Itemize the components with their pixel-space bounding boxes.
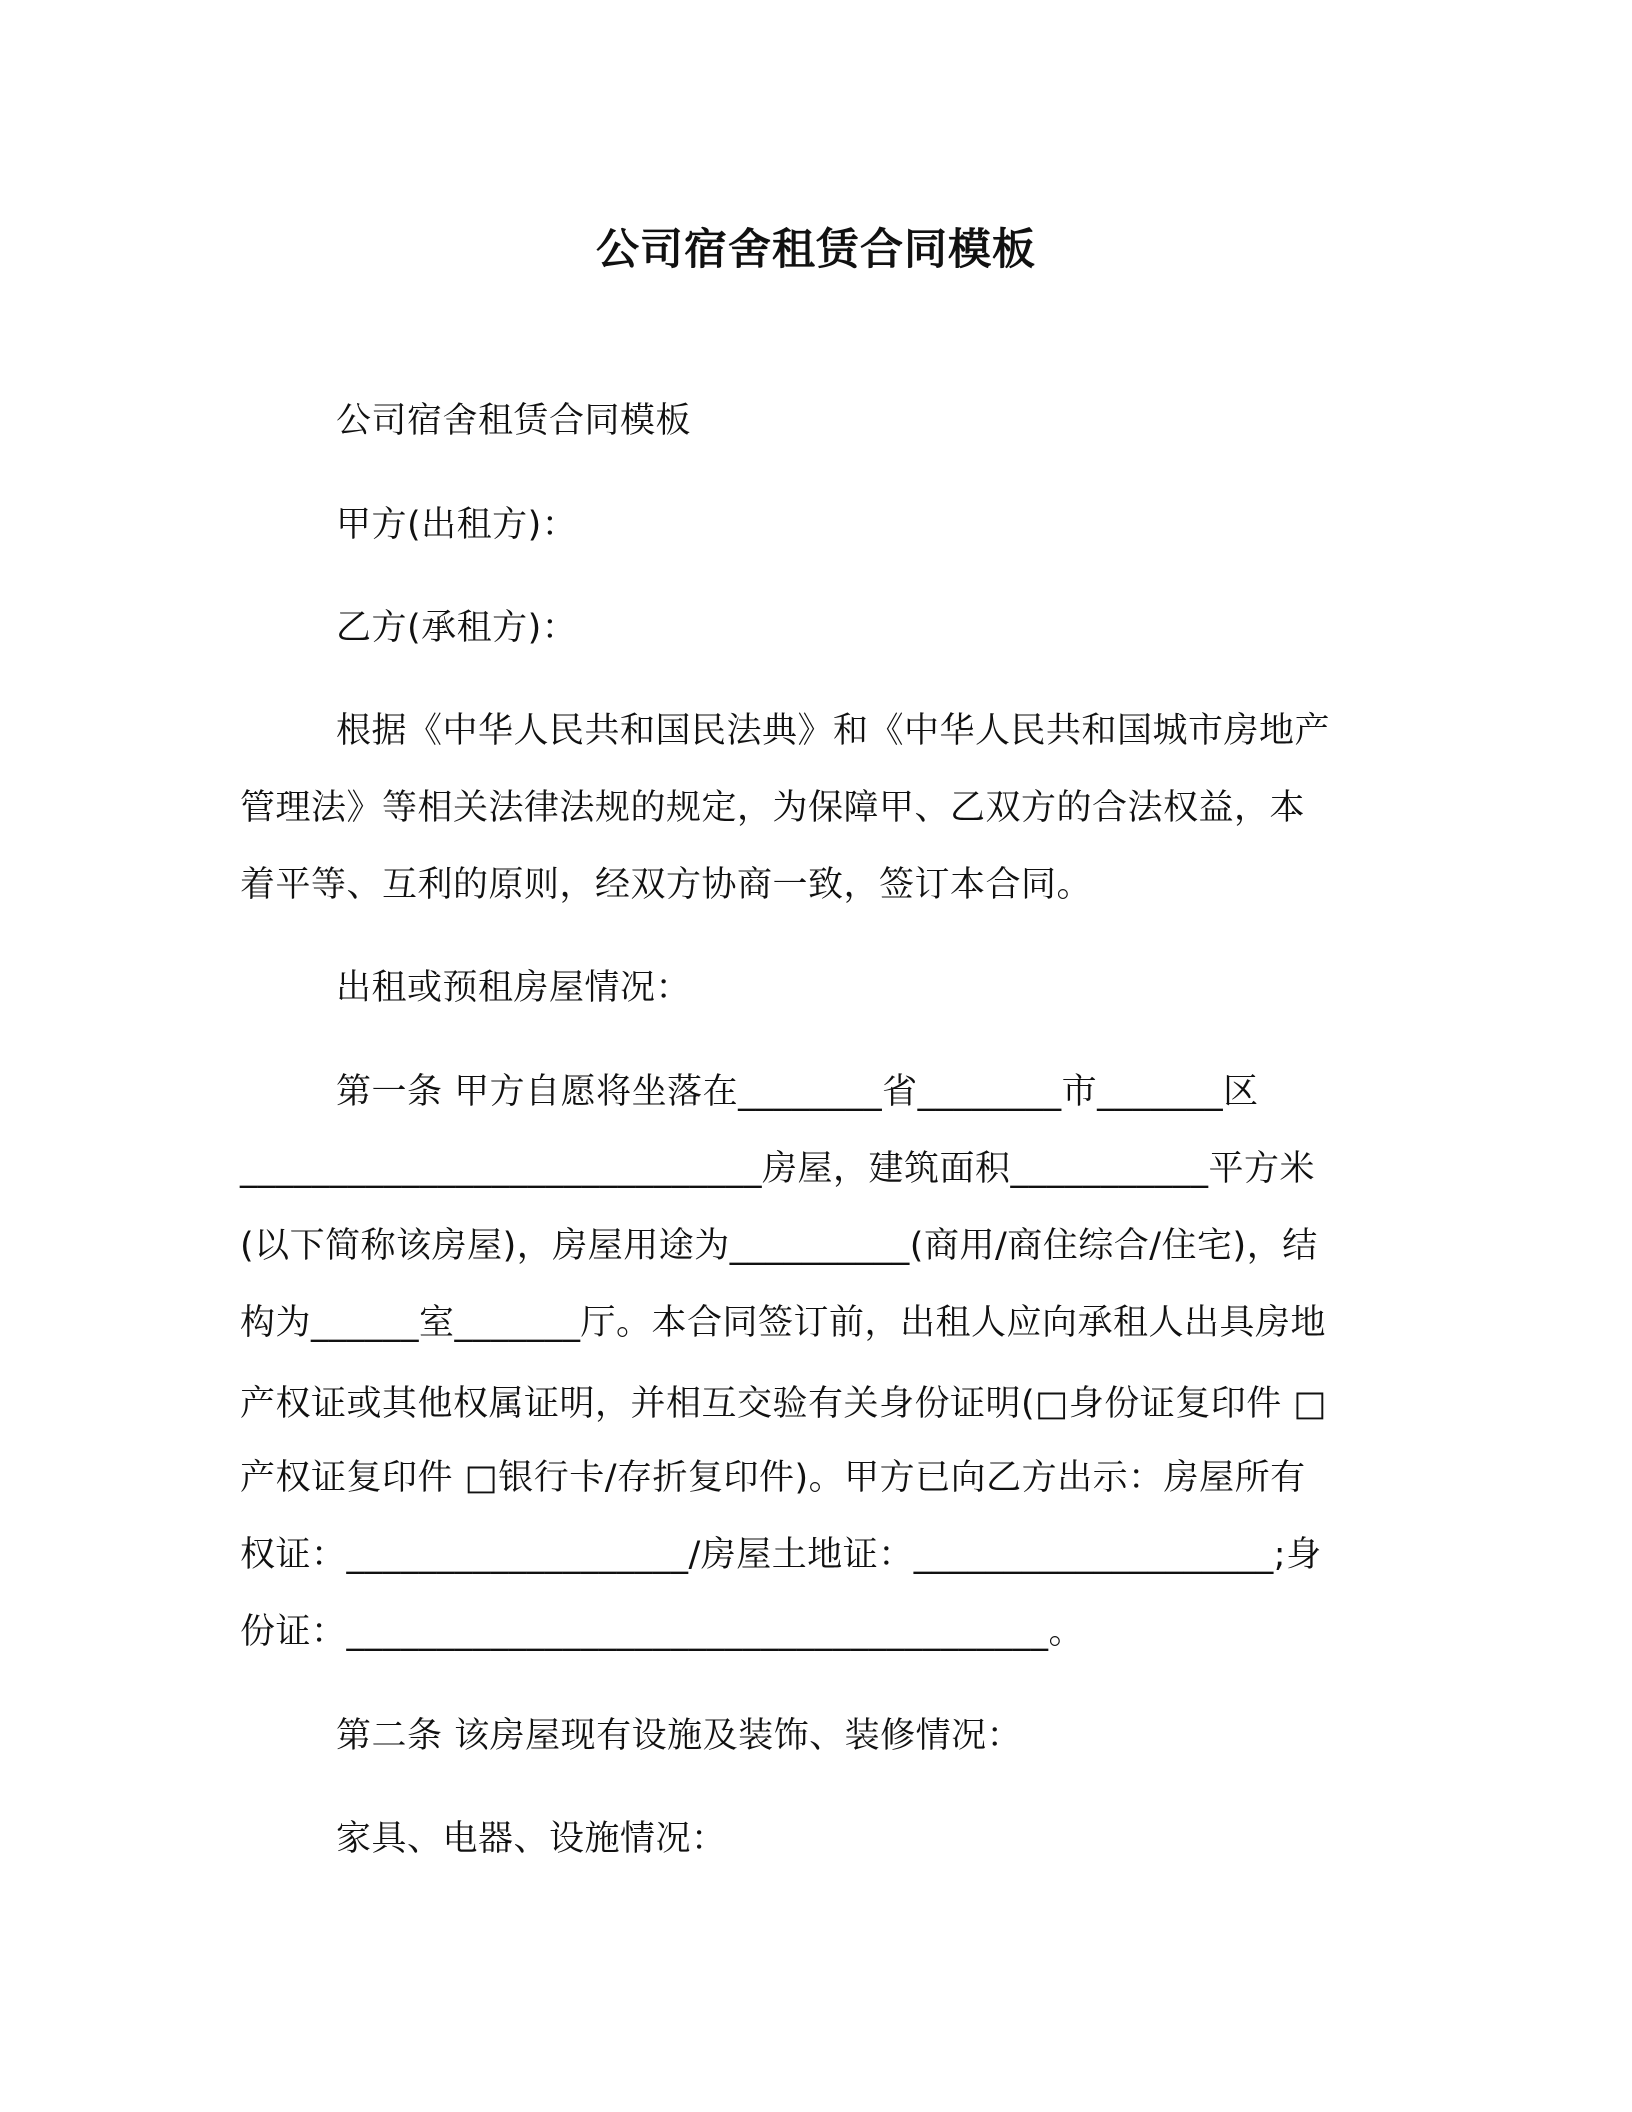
furniture-line: 家具、电器、设施情况： xyxy=(336,1819,727,1859)
article-1-line-8: 份证：_______________________________________。 xyxy=(240,1612,1085,1652)
party-b-line: 乙方(承租方)： xyxy=(336,608,578,648)
document-title: 公司宿舍租赁合同模板 xyxy=(596,225,1036,275)
article-1-line-3: (以下简称该房屋)，房屋用途为__________(商用/商住综合/住宅)，结 xyxy=(240,1226,1318,1266)
article-2-line: 第二条 该房屋现有设施及装饰、装修情况： xyxy=(336,1716,1023,1756)
party-a-line: 甲方(出租方)： xyxy=(336,505,578,545)
article-1-line-1: 第一条 甲方自愿将坐落在________省________市_______区 xyxy=(336,1072,1259,1112)
article-1-line-5: 产权证或其他权属证明，并相互交验有关身份证明(□身份证复印件 □ xyxy=(240,1384,1327,1424)
subtitle-line: 公司宿舍租赁合同模板 xyxy=(336,401,692,441)
article-1-line-6: 产权证复印件 □银行卡/存折复印件)。甲方已向乙方出示：房屋所有 xyxy=(240,1458,1306,1498)
preamble-line-1: 根据《中华人民共和国民法典》和《中华人民共和国城市房地产 xyxy=(336,711,1331,751)
preamble-line-2: 管理法》等相关法律法规的规定，为保障甲、乙双方的合法权益，本 xyxy=(240,788,1306,828)
article-1-line-7: 权证：___________________/房屋土地证：____________________;身 xyxy=(240,1535,1322,1575)
article-1-line-4: 构为______室_______厅。本合同签订前，出租人应向承租人出具房地 xyxy=(240,1303,1327,1343)
preamble-line-3: 着平等、互利的原则，经双方协商一致，签订本合同。 xyxy=(240,865,1093,905)
section-heading: 出租或预租房屋情况： xyxy=(336,968,692,1008)
article-1-line-2: _____________________________房屋，建筑面积___________平方米 xyxy=(240,1149,1316,1189)
